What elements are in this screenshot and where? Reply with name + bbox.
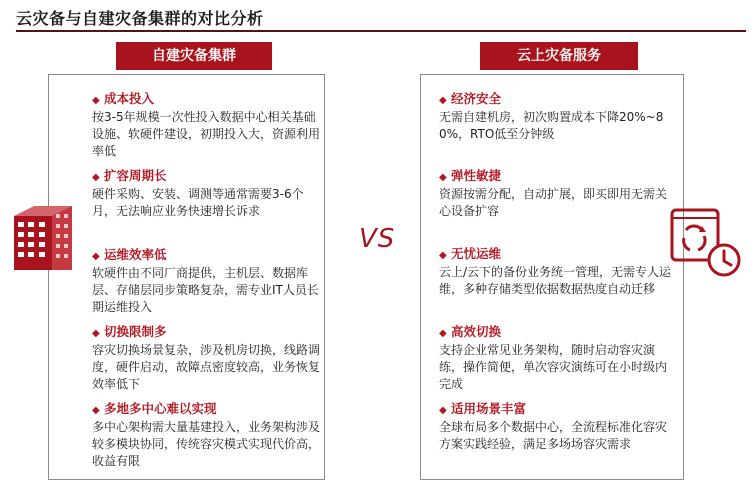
page-title: 云灾备与自建灾备集群的对比分析: [16, 9, 264, 28]
diamond-bullet-icon: ◆: [439, 95, 447, 106]
right-item-elastic: [439, 167, 673, 220]
item-heading: 无忧运维: [451, 246, 502, 261]
item-heading: 扩容周期长: [104, 168, 167, 183]
building-icon: [12, 202, 74, 272]
title-divider: [16, 30, 746, 32]
diamond-bullet-icon: ◆: [92, 251, 100, 262]
left-item-ops: [92, 246, 320, 316]
diamond-bullet-icon: ◆: [439, 328, 447, 339]
item-description: 软硬件由不同厂商提供，主机层、数据库层、存储层同步策略复杂，需专业IT人员长期运维投入: [92, 266, 319, 314]
vs-label: VS: [359, 224, 396, 254]
diamond-bullet-icon: ◆: [439, 172, 447, 183]
item-description: 按3-5年规模一次性投入数据中心相关基础设施、软硬件建设，初期投入大，资源利用率低: [92, 110, 321, 158]
item-heading: 高效切换: [451, 324, 502, 339]
diamond-bullet-icon: ◆: [92, 405, 100, 416]
item-description: 多中心架构需大量基建投入，业务架构涉及较多模块协同，传统容灾模式实现代价高，收益有限: [92, 420, 321, 468]
item-description: 云上/云下的备份业务统一管理，无需专人运维，多种存储类型依据数据热度自动迁移: [439, 265, 672, 296]
right-item-scenarios: [439, 400, 673, 453]
right-item-switch: [439, 323, 673, 393]
item-heading: 经济安全: [451, 91, 502, 106]
item-description: 无需自建机房，初次购置成本下降20%~80%，RTO低至分钟级: [439, 110, 664, 141]
item-heading: 切换限制多: [104, 324, 167, 339]
diamond-bullet-icon: ◆: [439, 405, 447, 416]
item-description: 全球布局多个数据中心，全流程标准化容灾方案实践经验，满足多场场容灾需求: [439, 420, 668, 451]
left-item-expansion: [92, 167, 320, 220]
item-heading: 适用场景丰富: [451, 401, 527, 416]
diamond-bullet-icon: ◆: [92, 172, 100, 183]
item-description: 容灾切换场景复杂，涉及机房切换，线路调度，硬件启动，故障点密度较高，业务恢复效率低下: [92, 343, 321, 391]
diamond-bullet-icon: ◆: [439, 250, 447, 261]
diamond-bullet-icon: ◆: [92, 328, 100, 339]
cloud-backup-icon: [666, 208, 746, 280]
diamond-bullet-icon: ◆: [92, 95, 100, 106]
right-item-economy: [439, 90, 673, 143]
item-description: 硬件采购、安装、调测等通常需要3-6个月，无法响应业务快速增长诉求: [92, 187, 304, 218]
item-heading: 成本投入: [104, 91, 155, 106]
item-heading: 多地多中心难以实现: [104, 401, 217, 416]
left-item-cost: [92, 90, 320, 160]
right-banner: 云上灾备服务: [480, 42, 638, 70]
item-description: 支持企业常见业务架构，随时启动容灾演练，操作简便，单次容灾演练可在小时级内完成: [439, 343, 668, 391]
right-item-ops: [439, 245, 673, 298]
left-banner: 自建灾备集群: [116, 42, 272, 70]
item-heading: 运维效率低: [104, 247, 167, 262]
item-description: 资源按需分配，自动扩展，即买即用无需关心设备扩容: [439, 187, 668, 218]
item-heading: 弹性敏捷: [451, 168, 502, 183]
left-item-switch: [92, 323, 320, 393]
left-item-multicenter: [92, 400, 320, 470]
